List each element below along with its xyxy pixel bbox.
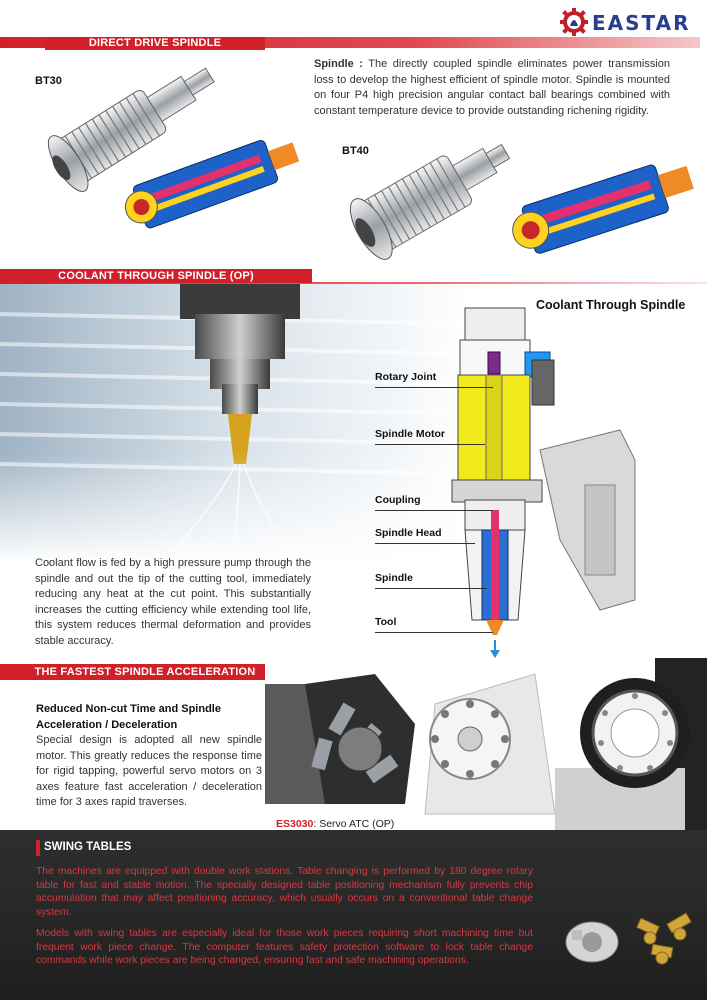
section-title-swing-tables: SWING TABLES <box>44 841 132 853</box>
diagram-label-tool: Tool <box>375 616 397 628</box>
coolant-diagram-title: Coolant Through Spindle <box>536 298 686 312</box>
leader-line-spindle-motor <box>375 444 485 445</box>
acceleration-description: Special design is adopted all new spindle motor. This greatly reduces the response time for rigid tapping, powerful servo motors on 3 axes feature fast acceleration / deceleration time for 3 axes rapid traverses. <box>36 734 262 808</box>
spindle-text: The directly coupled spindle eliminates power transmission loss to develop the highest efficient of spindle motor. Spindle is mounted on four P4 high precision angular contact ball bearings combined with constant temperature device to provide outstanding richening rigidity. <box>314 58 670 117</box>
atc-photo-carousel <box>265 664 415 814</box>
spindle-heading: Spindle : <box>314 58 363 70</box>
atc-photo-disc <box>415 664 555 819</box>
section-title-direct-drive: DIRECT DRIVE SPINDLE <box>45 37 265 50</box>
bt40-spindle-image <box>330 128 520 268</box>
diagram-label-spindle-head: Spindle Head <box>375 527 442 539</box>
coolant-description: Coolant flow is fed by a high pressure pump through the spindle and out the tip of the cutting tool, immediately reducing any heat at the cut point. This substantially increases the cutting efficiency while extending tool life, this system reduces thermal deformation and provides stable accuracy. <box>35 557 311 647</box>
bt30-cutaway-image <box>115 125 305 240</box>
bt40-cutaway-image <box>505 150 700 265</box>
atc-photo-machine <box>555 658 707 830</box>
atc-caption-text: : Servo ATC (OP) <box>313 818 395 830</box>
acceleration-heading: Reduced Non-cut Time and Spindle Acceleration / Deceleration <box>36 703 221 731</box>
swing-description-1: The machines are equipped with double work stations. Table changing is performed by 180 degree rotary table for fast and stable motion. The specially designed table positioning mechanism fully prevents chip accumulation that may affect positioning accuracy, which usually occurs on a conventional table change system. <box>36 866 533 918</box>
coolant-photo <box>0 284 470 564</box>
diagram-label-coupling: Coupling <box>375 494 421 506</box>
atc-caption-model: ES3030 <box>276 818 314 830</box>
spindle-description <box>314 57 670 119</box>
leader-line-spindle-head <box>375 543 475 544</box>
label-bt30: BT30 <box>35 75 62 87</box>
logo-text: EASTAR <box>592 11 691 35</box>
atc-caption <box>276 818 394 830</box>
leader-line-spindle <box>375 588 487 589</box>
section-title-acceleration: THE FASTEST SPINDLE ACCELERATION <box>0 664 290 680</box>
leader-line-rotary-joint <box>375 387 493 388</box>
brand-logo <box>560 6 700 38</box>
diagram-label-spindle-motor: Spindle Motor <box>375 428 445 440</box>
label-bt40: BT40 <box>342 145 369 157</box>
leader-line-coupling <box>375 510 493 511</box>
coolant-diagram <box>440 300 640 660</box>
workpiece-housing-image <box>562 912 622 967</box>
leader-line-tool <box>375 632 493 633</box>
swing-title-accent <box>36 840 40 856</box>
diagram-label-spindle: Spindle <box>375 572 413 584</box>
swing-description-2: Models with swing tables are especially ideal for those work pieces requiring short machining time but frequent work piece change. The computer features safety protection software to lock table change commands while work pieces are being changed, ensuring fast and safe machining operations. <box>36 928 533 966</box>
gear-emblem-icon <box>560 8 588 36</box>
section-title-coolant: COOLANT THROUGH SPINDLE (OP) <box>0 269 312 283</box>
diagram-label-rotary-joint: Rotary Joint <box>375 371 437 383</box>
workpiece-brass-fittings-image <box>630 910 700 970</box>
